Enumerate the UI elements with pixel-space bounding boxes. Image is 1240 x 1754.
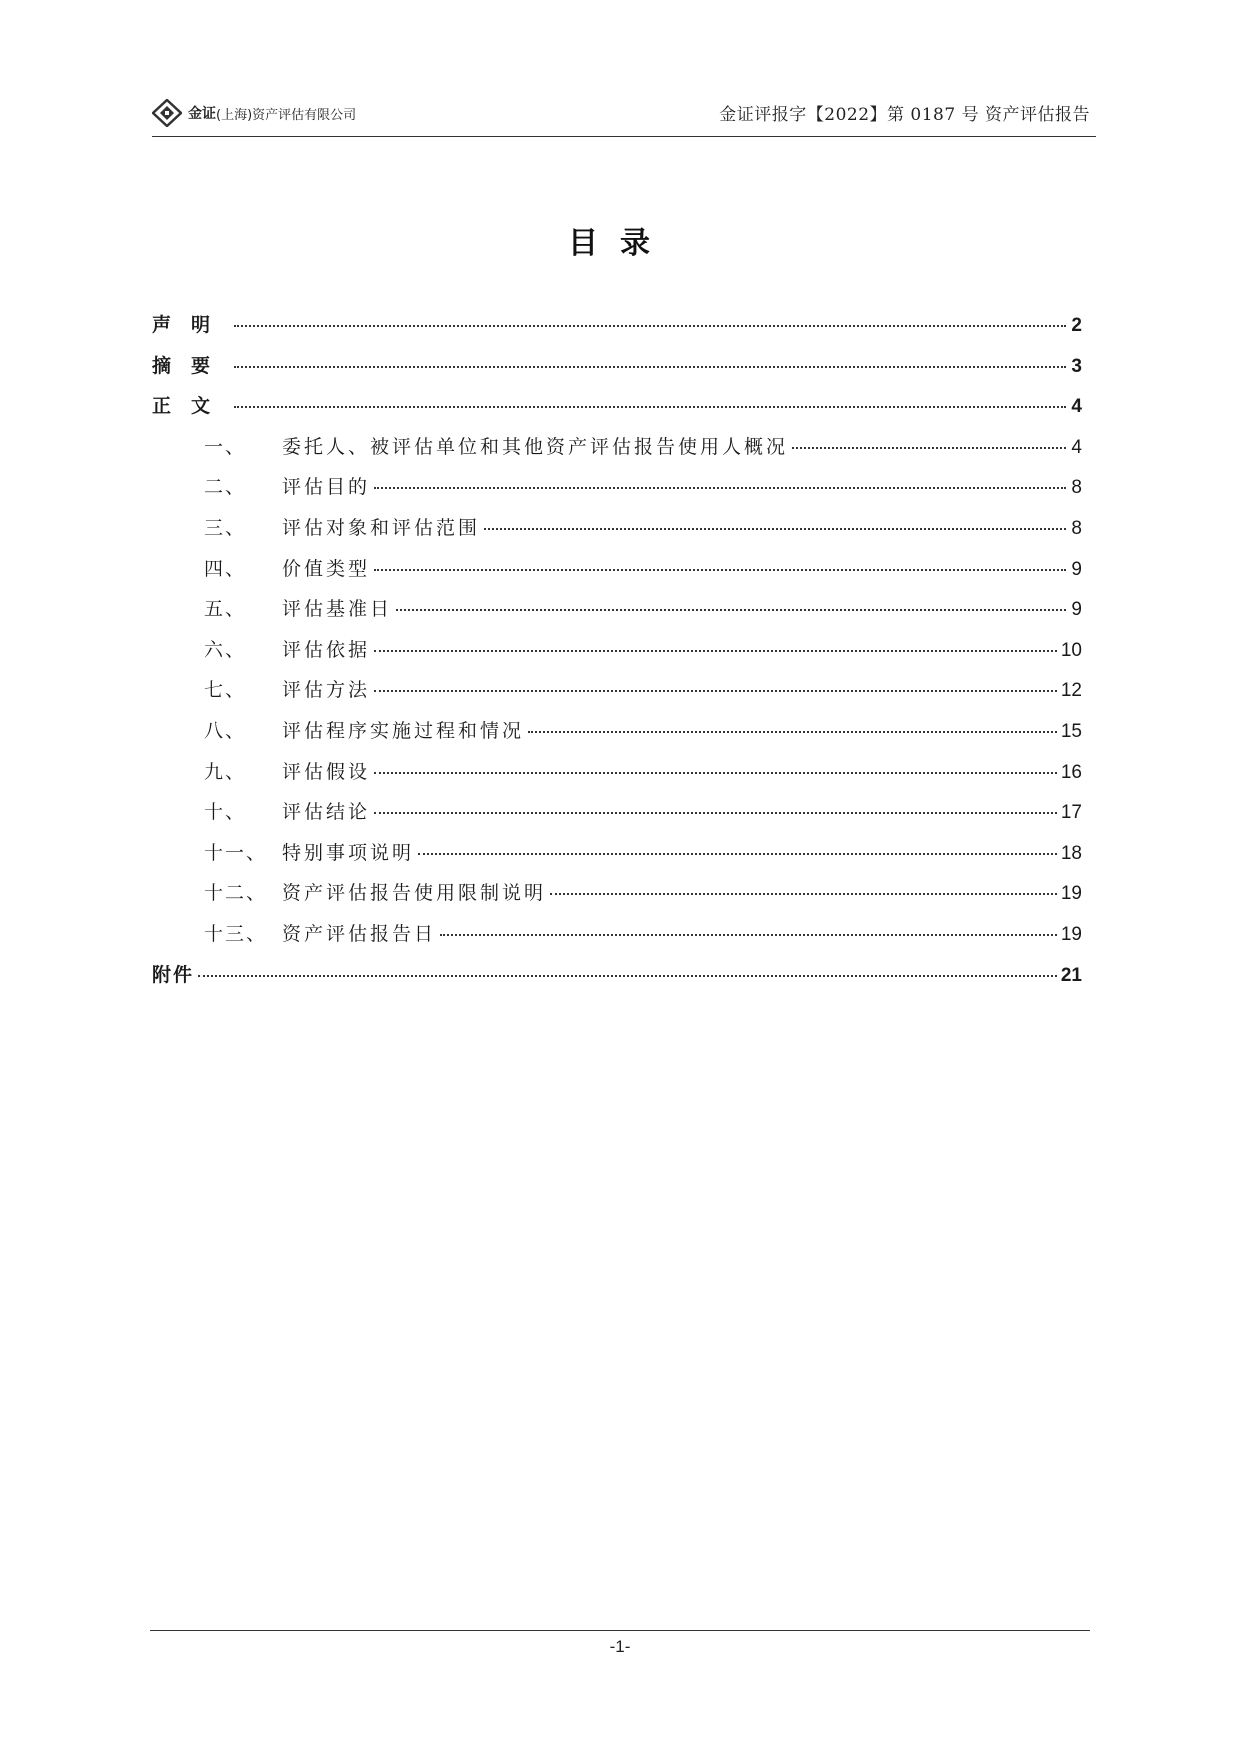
table-of-contents <box>152 310 1082 1000</box>
page-number: -1- <box>609 1637 631 1656</box>
toc-number: 八、 <box>204 719 247 742</box>
toc-number: 九、 <box>204 760 247 783</box>
dot-leader <box>198 975 1057 977</box>
dot-leader <box>234 366 1066 368</box>
toc-number: 二、 <box>204 476 247 499</box>
toc-page: 18 <box>1060 842 1082 864</box>
toc-label: 评估目的 <box>282 476 371 499</box>
toc-number: 四、 <box>204 557 247 580</box>
dot-leader <box>234 325 1066 327</box>
toc-label: 评估对象和评估范围 <box>282 516 481 539</box>
toc-label: 资产评估报告日 <box>282 922 437 945</box>
toc-entry-appendix[interactable] <box>152 960 1082 1001</box>
toc-page: 8 <box>1071 517 1082 539</box>
toc-label: 评估方法 <box>282 679 371 702</box>
dot-leader <box>374 772 1057 774</box>
toc-subentry[interactable] <box>152 919 1082 960</box>
toc-label: 正文 <box>152 395 231 418</box>
toc-page: 19 <box>1060 883 1082 905</box>
toc-page: 21 <box>1060 964 1082 986</box>
dot-leader <box>396 609 1066 611</box>
toc-subentry[interactable] <box>152 432 1082 473</box>
toc-label: 评估结论 <box>282 801 371 824</box>
toc-number: 十一、 <box>204 841 268 864</box>
toc-subentry[interactable] <box>152 472 1082 513</box>
toc-page: 4 <box>1071 436 1082 458</box>
toc-label: 评估基准日 <box>282 598 393 621</box>
toc-subentry[interactable] <box>152 757 1082 798</box>
toc-page: 9 <box>1071 599 1082 621</box>
dot-leader <box>440 934 1057 936</box>
toc-page: 3 <box>1071 355 1082 377</box>
toc-number: 十二、 <box>204 882 268 905</box>
toc-page: 4 <box>1071 396 1082 418</box>
report-reference: 金证评报字【2022】第 0187 号 资产评估报告 <box>719 105 1090 125</box>
toc-number: 五、 <box>204 598 247 621</box>
toc-page: 12 <box>1060 680 1082 702</box>
toc-page: 9 <box>1071 558 1082 580</box>
toc-page: 17 <box>1060 802 1082 824</box>
toc-label: 资产评估报告使用限制说明 <box>282 882 547 905</box>
toc-entry-summary[interactable] <box>152 351 1082 392</box>
toc-subentry[interactable] <box>152 594 1082 635</box>
toc-page: 16 <box>1060 761 1082 783</box>
toc-label: 评估程序实施过程和情况 <box>282 719 525 742</box>
footer-rule <box>150 1630 1090 1631</box>
diamond-logo-icon <box>152 99 182 127</box>
toc-entry-body[interactable] <box>152 391 1082 432</box>
page-header <box>152 96 1096 137</box>
toc-subentry[interactable] <box>152 635 1082 676</box>
toc-label: 附件 <box>152 963 195 986</box>
toc-subentry[interactable] <box>152 797 1082 838</box>
toc-subentry[interactable] <box>152 513 1082 554</box>
dot-leader <box>234 406 1066 408</box>
toc-entry-statement[interactable] <box>152 310 1082 351</box>
dot-leader <box>374 650 1057 652</box>
toc-page: 2 <box>1071 315 1082 336</box>
toc-number: 三、 <box>204 516 247 539</box>
dot-leader <box>374 569 1066 571</box>
company-name: (上海)资产评估有限公司 <box>216 107 357 123</box>
toc-label: 特别事项说明 <box>282 841 415 864</box>
toc-page: 19 <box>1060 923 1082 945</box>
toc-page: 15 <box>1060 720 1082 742</box>
toc-label: 评估依据 <box>282 638 371 661</box>
toc-subentry[interactable] <box>152 554 1082 595</box>
toc-label: 评估假设 <box>282 760 371 783</box>
dot-leader <box>550 893 1057 895</box>
dot-leader <box>528 731 1057 733</box>
toc-label: 声明 <box>152 314 231 336</box>
company-logo <box>152 100 356 126</box>
toc-number: 七、 <box>204 679 247 702</box>
dot-leader <box>484 528 1066 530</box>
company-brand: 金证 <box>188 106 216 122</box>
toc-label: 价值类型 <box>282 557 371 580</box>
toc-label: 摘要 <box>152 354 231 377</box>
toc-subentry[interactable] <box>152 675 1082 716</box>
toc-number: 一、 <box>204 435 247 458</box>
dot-leader <box>792 447 1066 449</box>
toc-number: 十、 <box>204 801 247 824</box>
toc-number: 十三、 <box>204 922 268 945</box>
toc-page: 10 <box>1060 639 1082 661</box>
dot-leader <box>374 690 1057 692</box>
dot-leader <box>374 487 1066 489</box>
toc-subentry[interactable] <box>152 838 1082 879</box>
toc-label: 委托人、被评估单位和其他资产评估报告使用人概况 <box>282 435 789 458</box>
toc-number: 六、 <box>204 638 247 661</box>
toc-subentry[interactable] <box>152 716 1082 757</box>
toc-page: 8 <box>1071 477 1082 499</box>
toc-subentry[interactable] <box>152 878 1082 919</box>
dot-leader <box>374 812 1057 814</box>
dot-leader <box>418 853 1057 855</box>
page-title: 目录 <box>568 226 672 261</box>
